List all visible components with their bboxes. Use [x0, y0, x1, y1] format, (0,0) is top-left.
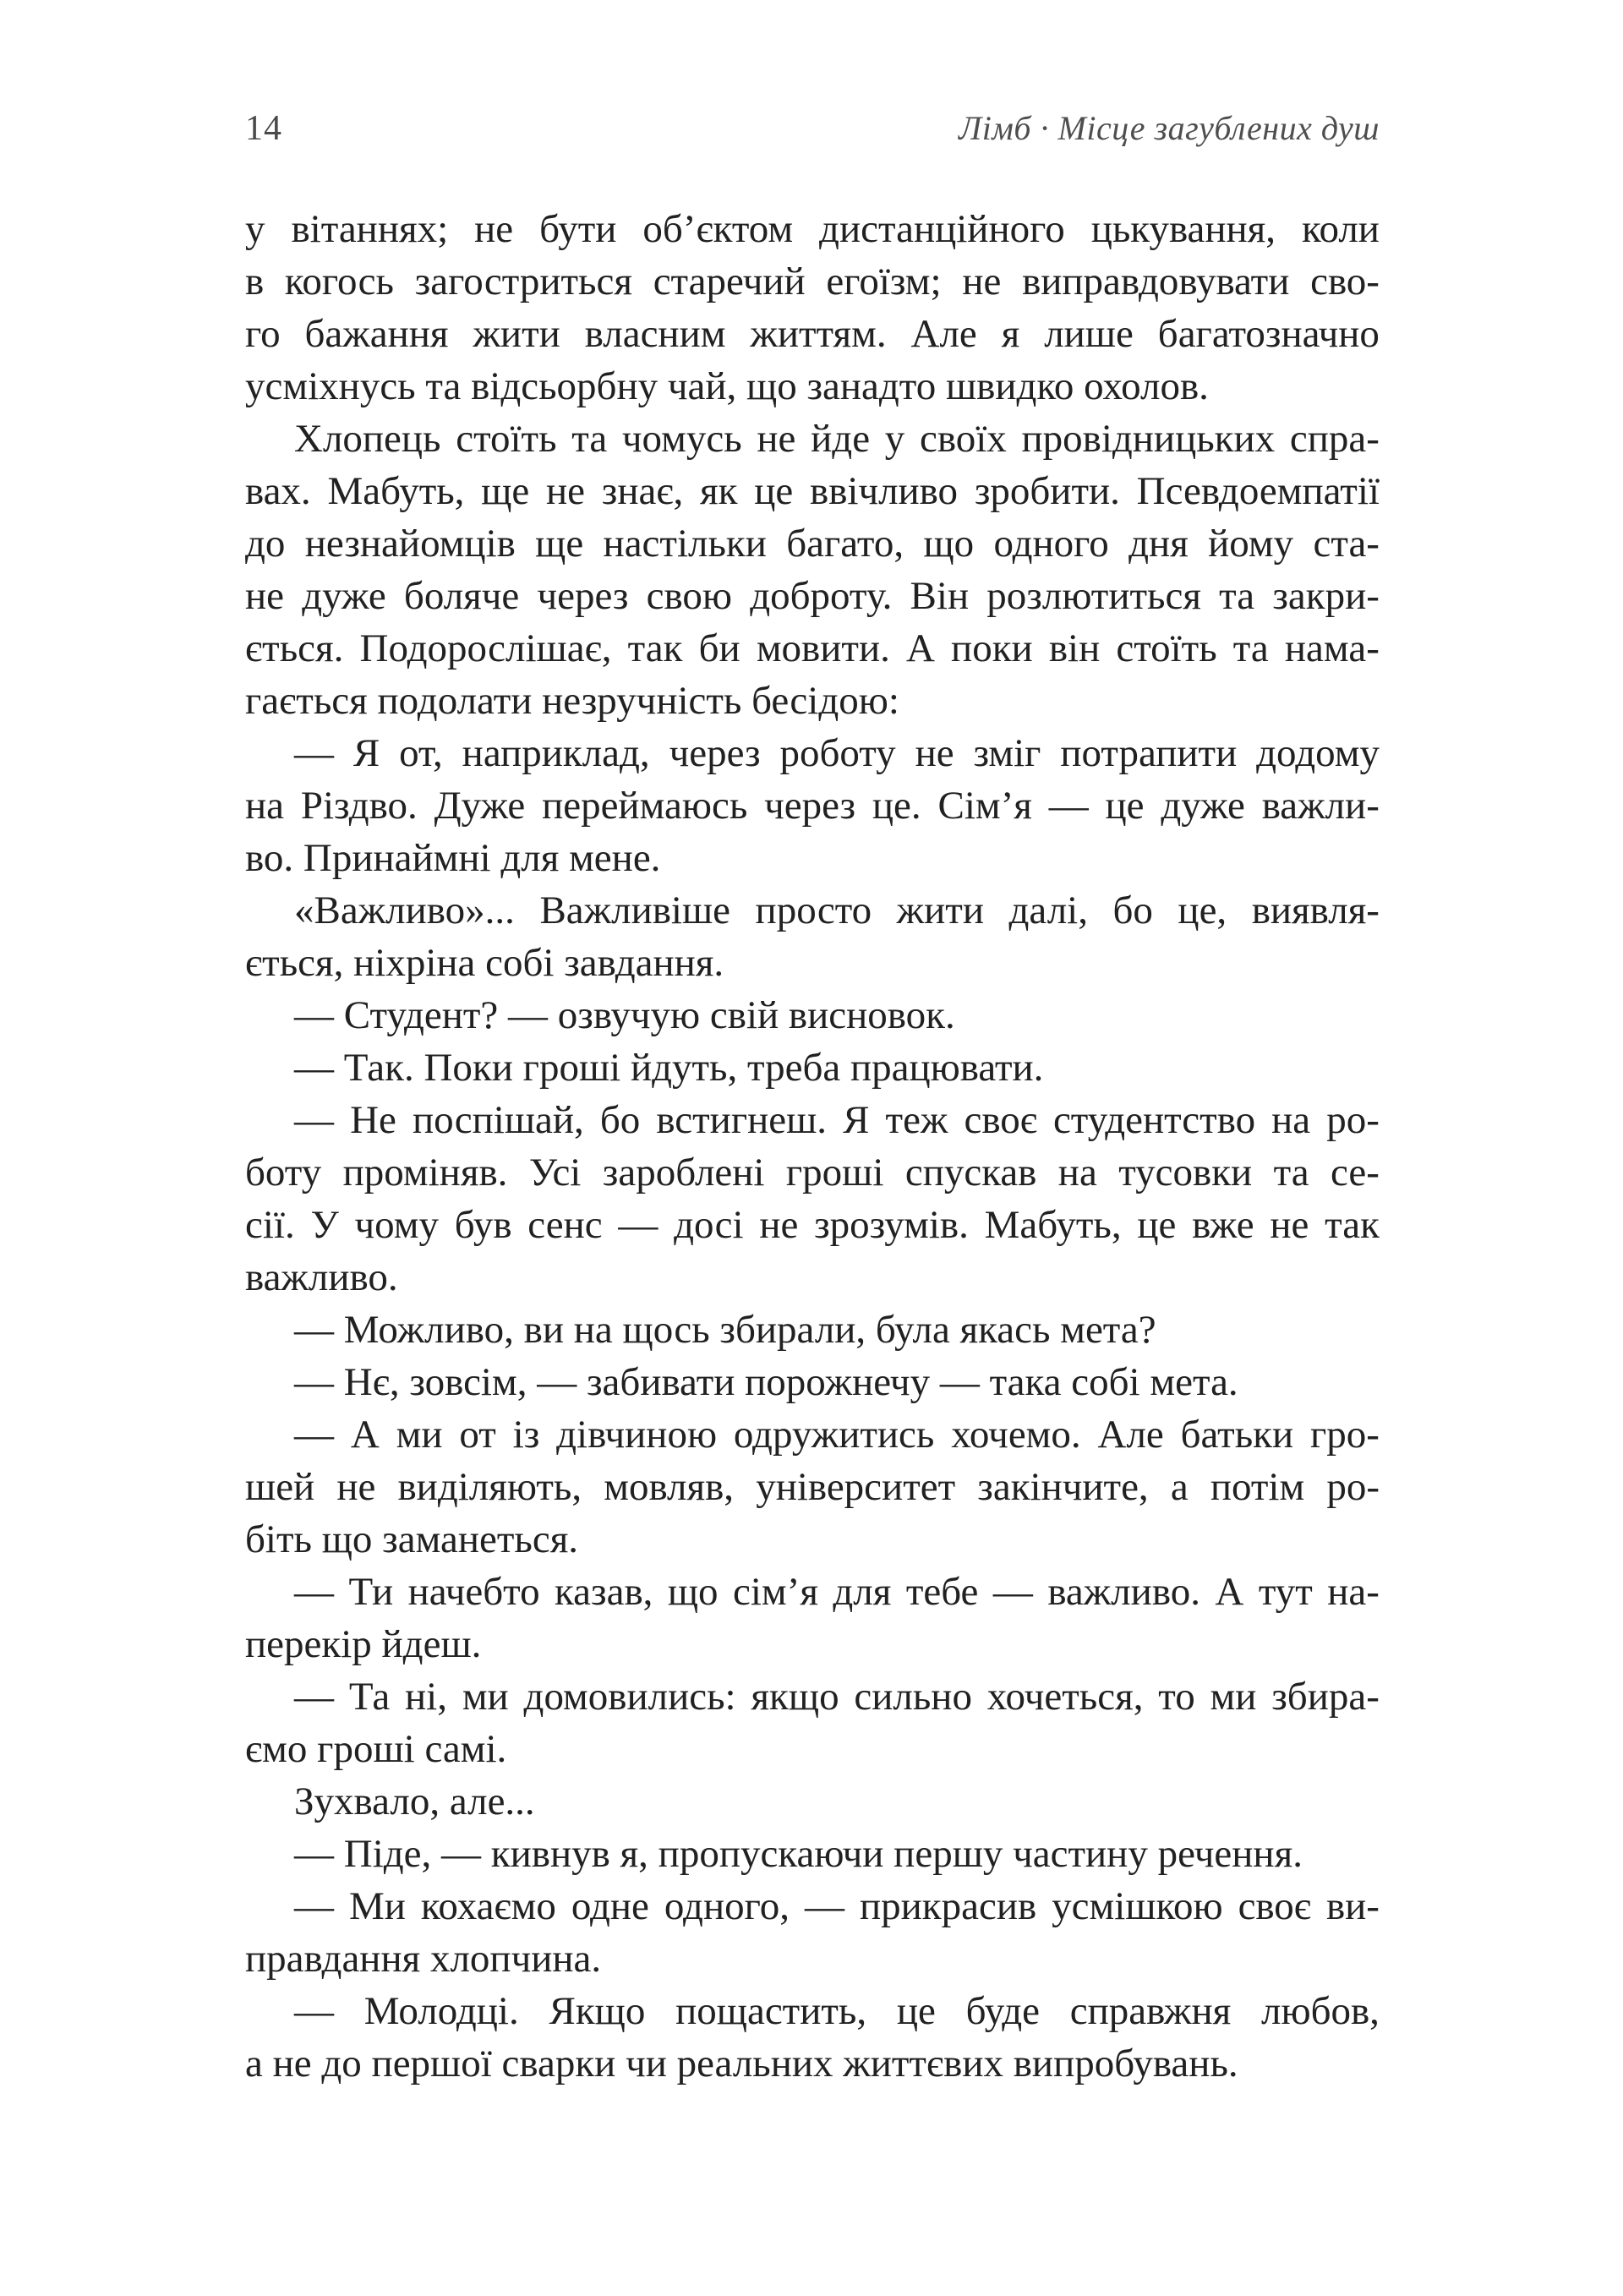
text-line: — Студент? — озвучую свій висновок.	[294, 993, 955, 1037]
text-line: а не до першої сварки чи реальних життєвих випробувань.	[245, 2042, 1238, 2086]
text-line: усміхнусь та відсьорбну чай, що занадто швидко охолов.	[245, 364, 1209, 408]
text-line: шей не виділяють, мовляв, університет закінчите, а потім ро-	[245, 1465, 1380, 1509]
text-line: Хлопець стоїть та чомусь не йде у своїх провідницьких спра-	[294, 417, 1380, 461]
page-number: 14	[245, 109, 282, 148]
text-line: в когось загостриться старечий егоїзм; не виправдовувати сво-	[245, 260, 1380, 303]
text-line: «Важливо»... Важливіше просто жити далі, бо це, виявля-	[294, 888, 1380, 932]
text-line: гається подолати незручність бесідою:	[245, 679, 899, 723]
text-line: ємо гроші самі.	[245, 1727, 507, 1771]
text-line: Зухвало, але...	[294, 1779, 535, 1823]
text-line: у вітаннях; не бути об’єктом дистанційного цькування, коли	[245, 207, 1380, 251]
text-line: ється, ніхріна собі завдання.	[245, 941, 724, 985]
text-line: важливо.	[245, 1255, 398, 1299]
text-line: — А ми от із дівчиною одружитись хочемо. Але батьки гро-	[294, 1413, 1380, 1457]
text-line: боту проміняв. Усі зароблені гроші спускав на тусовки та се-	[245, 1151, 1380, 1194]
text-line: ється. Подорослішає, так би мовити. А поки він стоїть та нама-	[245, 626, 1380, 670]
text-line: — Нє, зовсім, — забивати порожнечу — така собі мета.	[294, 1360, 1238, 1404]
text-line: во. Принаймні для мене.	[245, 836, 661, 880]
page-header	[245, 108, 1380, 149]
text-line: го бажання жити власним життям. Але я лише багатозначно	[245, 312, 1380, 356]
text-line: сії. У чому був сенс — досі не зрозумів. Мабуть, це вже не так	[245, 1203, 1380, 1247]
running-title: Лімб · Місце загублених душ	[959, 109, 1380, 147]
text-line: — Ти начебто казав, що сім’я для тебе — важливо. А тут на-	[294, 1570, 1380, 1614]
text-line: — Так. Поки гроші йдуть, треба працювати.	[294, 1046, 1044, 1090]
text-line: — Я от, наприклад, через роботу не зміг потрапити додому	[294, 731, 1380, 775]
text-line: — Молодці. Якщо пощастить, це буде справжня любов,	[294, 1989, 1380, 2033]
text-line: — Піде, — кивнув я, пропускаючи першу частину речення.	[294, 1832, 1303, 1876]
text-line: перекір йдеш.	[245, 1622, 482, 1666]
text-line: — Ми кохаємо одне одного, — прикрасив усмішкою своє ви-	[294, 1884, 1380, 1928]
text-line: біть що заманеться.	[245, 1517, 579, 1561]
text-line: не дуже боляче через свою доброту. Він розлютиться та закри-	[245, 574, 1380, 618]
text-line: — Не поспішай, бо встигнеш. Я теж своє студентство на ро-	[294, 1098, 1380, 1142]
text-line: — Та ні, ми домовились: якщо сильно хочеться, то ми збира-	[294, 1675, 1380, 1719]
text-line: правдання хлопчина.	[245, 1937, 602, 1981]
text-line: — Можливо, ви на щось збирали, була якась мета?	[294, 1308, 1156, 1352]
body-text	[245, 203, 1380, 2090]
text-line: вах. Мабуть, ще не знає, як це ввічливо зробити. Псевдоемпатії	[245, 469, 1380, 513]
text-line: на Різдво. Дуже переймаюсь через це. Сім’я — це дуже важли-	[245, 784, 1380, 828]
text-line: до незнайомців ще настільки багато, що одного дня йому ста-	[245, 522, 1380, 566]
